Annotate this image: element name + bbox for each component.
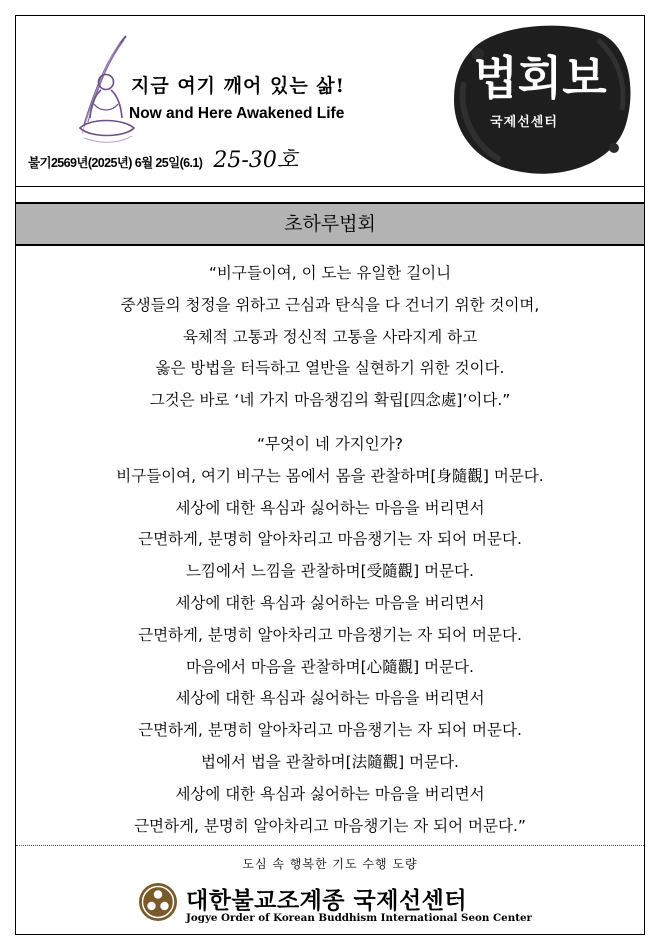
sutra-text: [16, 258, 644, 842]
text-line: 세상에 대한 욕심과 싫어하는 마음을 버리면서: [175, 593, 485, 612]
text-line: 그것은 바로 ‘네 가지 마음챙김의 확립[四念處]’이다.”: [149, 391, 511, 410]
issue-number: 25-30호: [213, 148, 299, 173]
slogan-english: Now and Here Awakened Life: [129, 105, 345, 122]
text-line: 세상에 대한 욕심과 싫어하는 마음을 버리면서: [175, 689, 485, 708]
paragraph-1: [16, 258, 644, 417]
text-line: 근면하게, 분명히 알아차리고 마음챙기는 자 되어 머문다.: [138, 625, 522, 644]
text-line: 근면하게, 분명히 알아차리고 마음챙기는 자 되어 머문다.: [138, 721, 522, 740]
paragraph-gap: [16, 417, 644, 429]
text-line: 근면하게, 분명히 알아차리고 마음챙기는 자 되어 머문다.: [138, 530, 522, 549]
text-line: “비구들이여, 이 도는 유일한 길이니: [208, 264, 452, 282]
text-line: 느낌에서 느낌을 관찰하며[受隨觀] 머문다.: [186, 562, 474, 581]
text-line: 중생들의 청정을 위하고 근심과 탄식을 다 건너기 위한 것이며,: [120, 295, 540, 314]
seal-subtitle: 국제선센터: [490, 115, 558, 130]
text-line: 세상에 대한 욕심과 싫어하는 마음을 버리면서: [175, 784, 485, 803]
issue-date: 불기2569년(2025년) 6월 25일(6.1): [28, 156, 203, 170]
text-line: “무엇이 네 가지인가?: [257, 434, 403, 453]
text-line: 옳은 방법을 터득하고 열반을 실현하기 위한 것이다.: [155, 359, 505, 378]
issue-date-line: [28, 143, 298, 174]
organization-name-english: Jogye Order of Korean Buddhism International Seon Center: [186, 912, 532, 924]
footer-divider: [16, 845, 644, 846]
three-jewels-logo-icon: [138, 882, 178, 922]
text-line: 마음에서 마음을 관찰하며[心隨觀] 머문다.: [186, 657, 474, 676]
text-line: 비구들이여, 여기 비구는 몸에서 몸을 관찰하며[身隨觀] 머문다.: [116, 466, 544, 485]
slogan-korean: 지금 여기 깨어 있는 삶!: [131, 75, 345, 97]
text-line: 육체적 고통과 정신적 고통을 사라지게 하고: [182, 327, 478, 346]
text-line: 법에서 법을 관찰하며[法隨觀] 머문다.: [201, 752, 459, 771]
beophoebo-ink-seal: [448, 20, 634, 178]
header-divider: [16, 186, 644, 187]
bulletin-frame: [15, 15, 645, 935]
text-line: 근면하게, 분명히 알아차리고 마음챙기는 자 되어 머문다.”: [134, 816, 526, 835]
paragraph-2: [16, 429, 644, 842]
section-title: 초하루법회: [284, 213, 376, 235]
text-line: 세상에 대한 욕심과 싫어하는 마음을 버리면서: [175, 498, 485, 517]
section-title-bar: [16, 202, 644, 246]
organization-name-korean: 대한불교조계종 국제선센터: [186, 888, 468, 914]
seal-title: 법회보: [473, 51, 607, 105]
bulletin-header: [16, 16, 644, 186]
footer-tagline: 도심 속 행복한 기도 수행 도량: [242, 857, 418, 871]
